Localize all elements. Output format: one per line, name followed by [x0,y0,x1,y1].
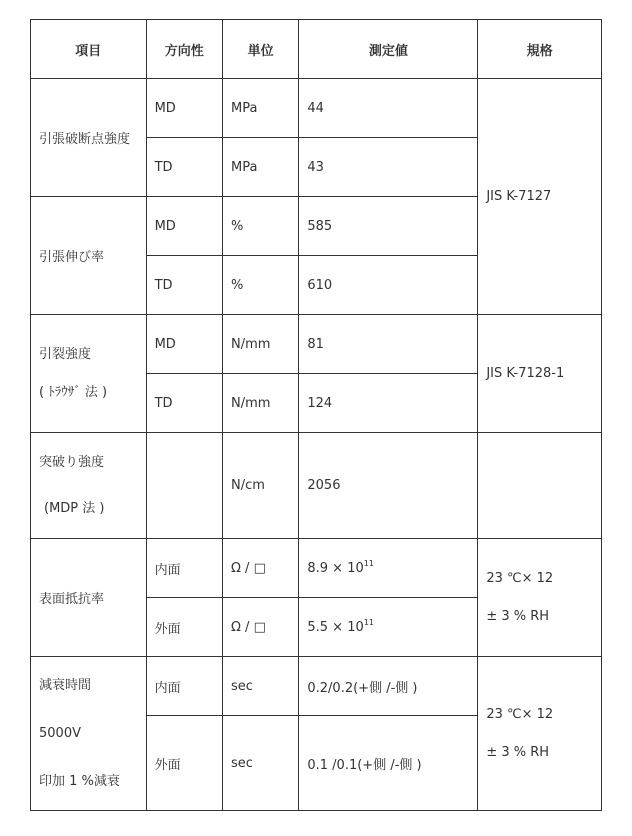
surface-outer-value [299,598,478,657]
puncture-direction [146,433,222,539]
decay-label-line3: 印加 1 %減衰 [39,773,120,789]
decay-standard-line1: 23 ℃× 12 [486,706,554,722]
puncture-label [31,433,147,539]
puncture-value: 2056 [299,433,478,539]
decay-outer-direction: 外面 [146,716,222,811]
decay-standard [478,657,602,811]
tensile-break-md-unit: MPa [222,79,298,138]
elongation-td-value: 610 [299,256,478,315]
elongation-md-unit: % [222,197,298,256]
header-unit: 単位 [222,20,298,79]
header-row [31,20,602,79]
tensile-break-md-value: 44 [299,79,478,138]
surface-outer-direction: 外面 [146,598,222,657]
decay-outer-value: 0.1 /0.1(+側 /-側 ) [299,716,478,811]
header-direction: 方向性 [146,20,222,79]
elongation-md-direction: MD [146,197,222,256]
header-item: 項目 [31,20,147,79]
tensile-break-td-unit: MPa [222,138,298,197]
decay-standard-line2: ± 3 % RH [486,744,550,760]
surface-outer-unit: Ω / □ [222,598,298,657]
tensile-break-td-direction: TD [146,138,222,197]
decay-inner-unit: sec [222,657,298,716]
decay-label-line2: 5000V [39,725,81,741]
decay-label [31,657,147,811]
decay-inner-direction: 内面 [146,657,222,716]
decay-inner-value: 0.2/0.2(+側 /-側 ) [299,657,478,716]
surface-inner-mantissa: 8.9 × 10 [307,560,364,576]
tear-td-direction: TD [146,374,222,433]
tear-td-unit: N/mm [222,374,298,433]
surface-inner-value [299,539,478,598]
tear-label-line1: 引裂強度 [39,346,92,362]
surface-inner-direction: 内面 [146,539,222,598]
surface-standard-line1: 23 ℃× 12 [486,570,554,586]
table-row [31,79,602,138]
tear-md-unit: N/mm [222,315,298,374]
table-row [31,433,602,539]
elongation-md-value: 585 [299,197,478,256]
tear-label [31,315,147,433]
elongation-td-direction: TD [146,256,222,315]
surface-inner-unit: Ω / □ [222,539,298,598]
decay-label-line1: 減衰時間 [39,677,92,693]
tear-standard: JIS K-7128-1 [478,315,602,433]
elongation-label: 引張伸び率 [31,197,147,315]
puncture-label-line2: (MDP 法 ) [44,500,105,516]
properties-table [30,19,602,811]
surface-resistivity-label: 表面抵抗率 [31,539,147,657]
puncture-unit: N/cm [222,433,298,539]
table-row [31,657,602,716]
tear-td-value: 124 [299,374,478,433]
decay-outer-unit: sec [222,716,298,811]
header-measured: 測定値 [299,20,478,79]
surface-outer-exponent: 11 [363,617,374,627]
puncture-label-line1: 突破り強度 [39,454,105,470]
tensile-break-md-direction: MD [146,79,222,138]
tensile-standard: JIS K-7127 [478,79,602,315]
tear-label-line2: ( ﾄﾗｳｻﾞ 法 ) [39,384,108,400]
table-row [31,315,602,374]
header-standard: 規格 [478,20,602,79]
tear-md-direction: MD [146,315,222,374]
tensile-break-td-value: 43 [299,138,478,197]
surface-standard-line2: ± 3 % RH [486,608,550,624]
tear-md-value: 81 [299,315,478,374]
surface-inner-exponent: 11 [363,558,374,568]
surface-standard [478,539,602,657]
elongation-td-unit: % [222,256,298,315]
table-row [31,539,602,598]
surface-outer-mantissa: 5.5 × 10 [307,619,364,635]
tensile-break-label: 引張破断点強度 [31,79,147,197]
puncture-standard [478,433,602,539]
